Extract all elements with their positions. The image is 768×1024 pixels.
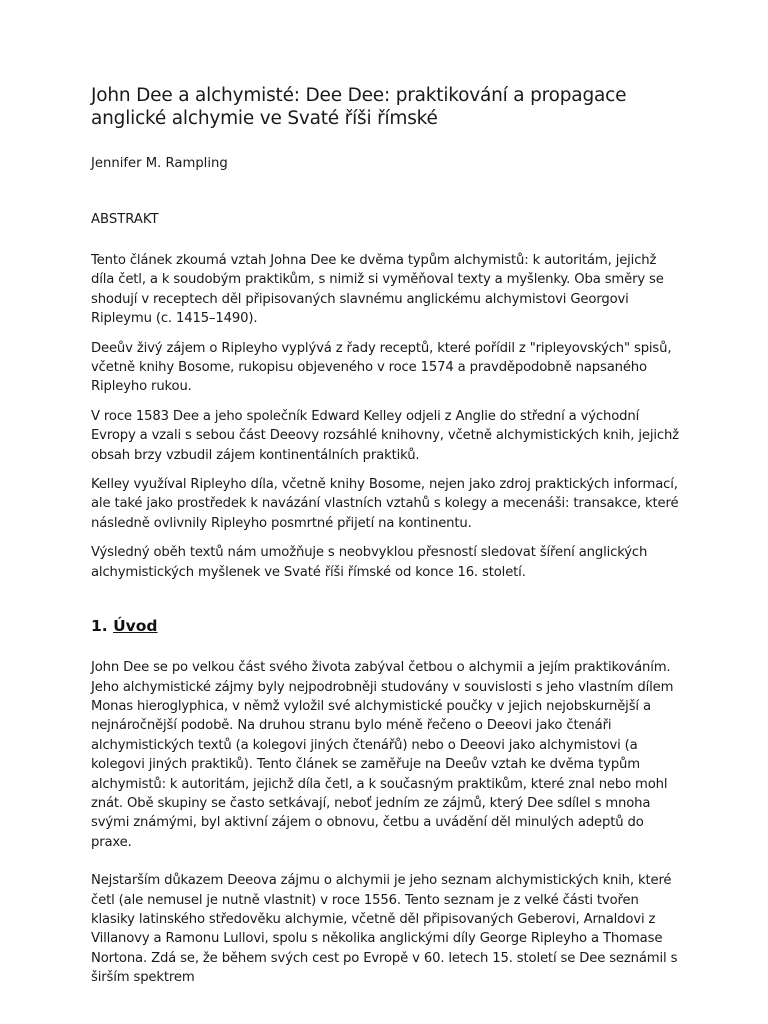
abstract-paragraph: Tento článek zkoumá vztah Johna Dee ke dvěma typům alchymistů: k autoritám, jejichž díla četl, a k soudobým praktikům, s nimiž si vyměňoval texty a myšlenky. Oba směry se shodují v receptech děl připisovaných slavnému anglickému alchymistovi Georgovi Ripleymu (c. 1415–1490). xyxy=(91,253,664,327)
section-title: Úvod xyxy=(113,617,158,636)
abstract-heading: ABSTRAKT xyxy=(91,212,159,227)
document-page xyxy=(91,84,681,988)
abstract-paragraph: Výsledný oběh textů nám umožňuje s neobvyklou přesností sledovat šíření anglických alchymistických myšlenek ve Svaté říši římské od konce 16. století. xyxy=(91,545,648,580)
body-paragraph: John Dee se po velkou část svého života zabýval četbou o alchymii a jejím praktikováním. Jeho alchymistické zájmy byly nejpodrobněji studovány v souvislosti s jeho vlastním dílem Monas hieroglyphica, v němž vyložil své alchymistické poučky v jejich nejobskurnější a nejnáročnější podobě. Na druhou stranu bylo méně řečeno o Deeovi jako čtenáři alchymistických textů (a kolegovi jiných čtenářů) nebo o Deeovi jako alchymistovi (a kolegovi jiných praktiků). Tento článek se zaměřuje na Deeův vztah ke dvěma typům alchymistů: k autoritám, jejichž díla četl, a k současným praktikům, které znal nebo mohl znát. Obě skupiny se často setkávají, neboť jedním ze zájmů, který Dee sdílel s mnoha svými známými, byl aktivní zájem o obnovu, četbu a uvádění děl minulých adeptů do praxe. xyxy=(91,660,674,850)
abstract-paragraph: V roce 1583 Dee a jeho společník Edward Kelley odjeli z Anglie do střední a východní Evropy a vzali s sebou část Deeovy rozsáhlé knihovny, včetně alchymistických knih, jejichž obsah brzy vzbudil zájem kontinentálních praktiků. xyxy=(91,408,679,463)
section-number: 1. xyxy=(91,617,108,636)
abstract-paragraph: Kelley využíval Ripleyho díla, včetně knihy Bosome, nejen jako zdroj praktických informací, ale také jako prostředek k navázání vlastních vztahů s kolegy a mecenáši: transakce, které následně ovlivnily Ripleyho posmrtné přijetí na kontinentu. xyxy=(91,477,679,531)
section-heading xyxy=(91,616,681,636)
document-title: John Dee a alchymisté: Dee Dee: praktikování a propagace anglické alchymie ve Svaté říši římské xyxy=(91,85,627,129)
body-paragraph: Nejstarším důkazem Deeova zájmu o alchymii je jeho seznam alchymistických knih, které četl (ale nemusel je nutně vlastnit) v roce 1556. Tento seznam je z velké části tvořen klasiky latinského středověku alchymie, včetně děl připisovaných Geberovi, Arnaldovi z Villanovy a Ramonu Lullovi, spolu s několika anglickými díly George Ripleyho a Thomase Nortona. Zdá se, že během svých cest po Evropě v 60. letech 15. století se Dee seznámil s širším spektrem xyxy=(91,873,678,986)
author-name: Jennifer M. Rampling xyxy=(91,156,228,171)
abstract-paragraph: Deeův živý zájem o Ripleyho vyplývá z řady receptů, které pořídil z "ripleyovských" spisů, včetně knihy Bosome, rukopisu objeveného v roce 1574 a pravděpodobně napsaného Ripleyho rukou. xyxy=(91,340,672,395)
